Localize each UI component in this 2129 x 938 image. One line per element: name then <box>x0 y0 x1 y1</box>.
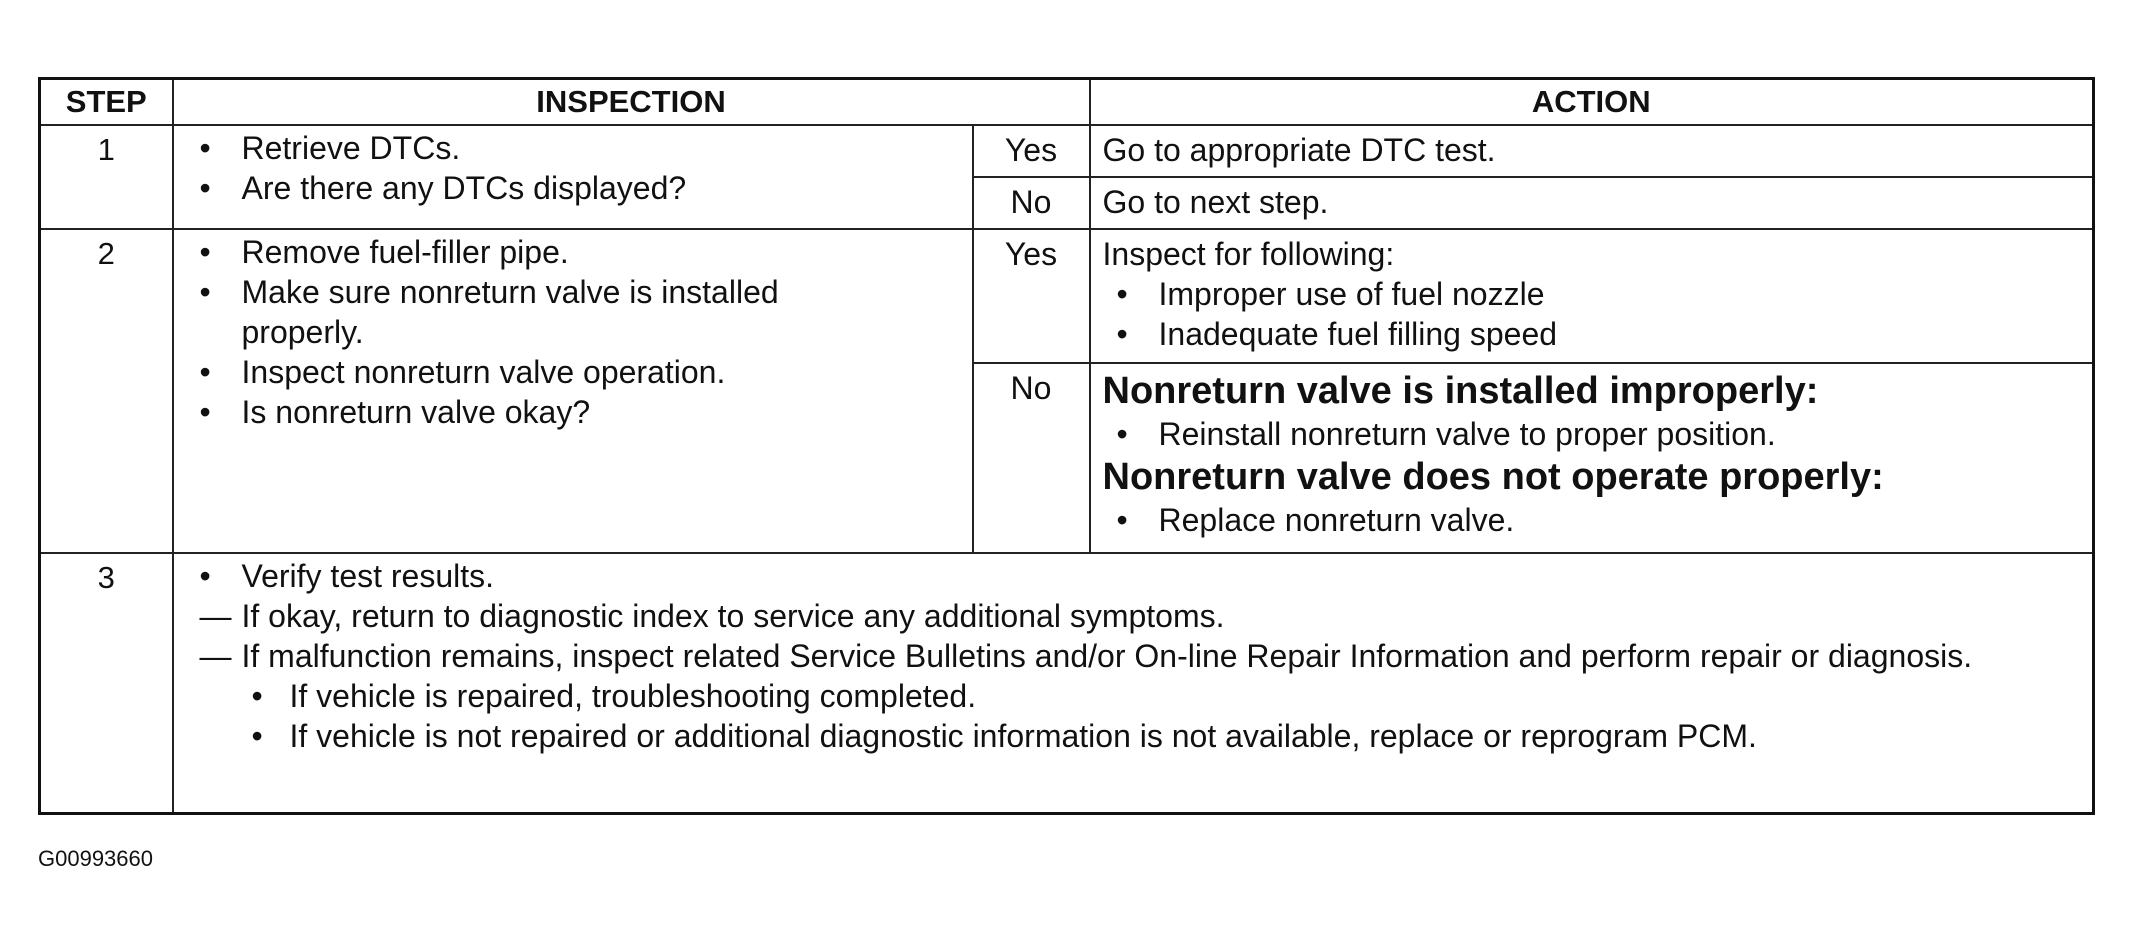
condition-heading: Nonreturn valve is installed improperly: <box>1102 370 1819 412</box>
result-list <box>200 596 2093 676</box>
action-header: ACTION <box>1090 79 2094 126</box>
step-1-yes-row <box>40 125 2094 177</box>
inspection-item: • Are there any DTCs displayed? <box>200 168 972 208</box>
step-1-no-action <box>1090 177 2094 229</box>
step-1-yes-action <box>1090 125 2094 177</box>
inspection-main: • Verify test results. <box>241 558 495 594</box>
step-2-yes-row <box>40 229 2094 363</box>
sub-result-item: • If vehicle is repaired, troubleshooting completed. <box>252 676 2093 716</box>
action-text: Go to next step. <box>1102 184 1329 220</box>
step-2-yes-action <box>1090 229 2094 363</box>
step-number: 2 <box>40 229 173 553</box>
action-block <box>1091 364 2093 546</box>
condition-heading: Nonreturn valve does not operate properly: <box>1102 456 1884 498</box>
step-1-inspection <box>173 125 973 229</box>
action-item: • Replace nonreturn valve. <box>1117 500 2081 540</box>
sub-result-list <box>242 676 2093 756</box>
yes-label: Yes <box>973 229 1090 363</box>
result-item: — If malfunction remains, inspect related Service Bulletins and/or On-line Repair Information and perform repair or diagnosis. <box>200 636 2093 676</box>
inspection-item: • Remove fuel-filler pipe. <box>200 232 972 272</box>
inspection-item: • Inspect nonreturn valve operation. <box>200 352 972 392</box>
inspection-item: • Is nonreturn valve okay? <box>200 392 972 432</box>
yes-label: Yes <box>973 125 1090 177</box>
diagnostic-procedure-table-wrapper <box>38 77 2095 815</box>
action-item: • Improper use of fuel nozzle <box>1117 274 2081 314</box>
action-block <box>1091 230 2093 360</box>
step-header: STEP <box>40 79 173 126</box>
step-2-inspection <box>173 229 973 553</box>
inspection-item <box>200 556 2093 756</box>
action-intro: Inspect for following: <box>1102 236 1395 272</box>
action-text: Go to appropriate DTC test. <box>1102 132 1496 168</box>
figure-code: G00993660 <box>38 846 153 871</box>
action-item: • Reinstall nonreturn valve to proper position. <box>1117 414 2081 454</box>
step-number: 3 <box>40 553 173 813</box>
no-label: No <box>973 177 1090 229</box>
result-item: — If okay, return to diagnostic index to service any additional symptoms. <box>200 596 2093 636</box>
no-label: No <box>973 363 1090 553</box>
header-row <box>40 79 2094 126</box>
diagnostic-procedure-table <box>38 77 2095 815</box>
inspection-header: INSPECTION <box>173 79 1090 126</box>
step-number: 1 <box>40 125 173 229</box>
sub-result-item: • If vehicle is not repaired or additional diagnostic information is not available, replace or reprogram PCM. <box>252 716 2093 756</box>
step-2-no-action <box>1090 363 2094 553</box>
step-3-inspection <box>173 553 2094 813</box>
step-3-row <box>40 553 2094 813</box>
inspection-item: • Make sure nonreturn valve is installed properly. <box>200 272 972 352</box>
inspection-item: • Retrieve DTCs. <box>200 128 972 168</box>
action-item: • Inadequate fuel filling speed <box>1117 314 2081 354</box>
